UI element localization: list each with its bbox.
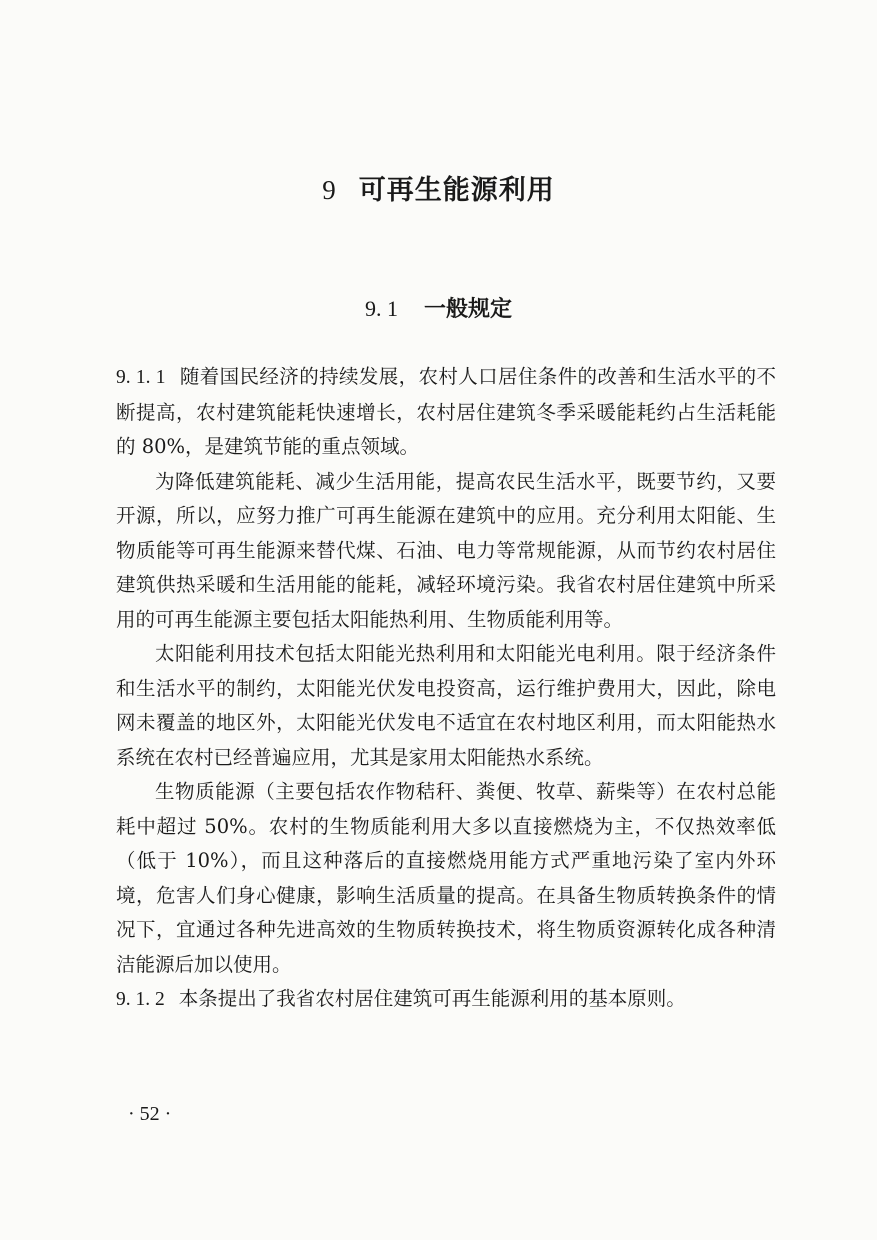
paragraph-text: 随着国民经济的持续发展，农村人口居住条件的改善和生活水平的不断提高，农村建筑能耗快速增长，农村居住建筑冬季采暖能耗约占生活耗能的 80%，是建筑节能的重点领域。 xyxy=(116,365,776,458)
clause-number: 9. 1. 2 xyxy=(116,989,165,1010)
section-title-text: 一般规定 xyxy=(423,297,512,322)
paragraph xyxy=(116,775,776,982)
paragraph-clause-9-1-1 xyxy=(116,360,776,465)
chapter-title-text: 可再生能源利用 xyxy=(358,175,555,206)
paragraph-text: 为降低建筑能耗、减少生活用能，提高农民生活水平，既要节约，又要开源，所以，应努力推广可再生能源在建筑中的应用。充分利用太阳能、生物质能等可再生能源来替代煤、石油、电力等常规能源，从而节约农村居住建筑供热采暖和生活用能的能耗，减轻环境污染。我省农村居住建筑中所采用的可再生能源主要包括太阳能热利用、生物质能利用等。 xyxy=(116,469,776,631)
paragraph-clause-9-1-2 xyxy=(116,982,776,1018)
paragraph xyxy=(116,465,776,638)
paragraph-text: 生物质能源（主要包括农作物秸秆、粪便、牧草、薪柴等）在农村总能耗中超过 50%。农村的生物质能利用大多以直接燃烧为主，不仅热效率低（低于 10%），而且这种落后的直接燃烧用能方式严重地污染了室内外环境，危害人们身心健康，影响生活质量的提高。在具备生物质转换条件的情况下，宜通过各种先进高效的生物质转换技术，将生物质资源转化成各种清洁能源后加以使用。 xyxy=(116,780,776,976)
section-number: 9. 1 xyxy=(364,296,398,321)
body-text xyxy=(116,360,776,1018)
paragraph xyxy=(116,637,776,775)
clause-number: 9. 1. 1 xyxy=(116,367,166,388)
paragraph-text: 太阳能利用技术包括太阳能光热利用和太阳能光电利用。限于经济条件和生活水平的制约，太阳能光伏发电投资高，运行维护费用大，因此，除电网未覆盖的地区外，太阳能光伏发电不适宜在农村地区利用，而太阳能热水系统在农村已经普遍应用，尤其是家用太阳能热水系统。 xyxy=(116,642,776,769)
chapter-number: 9 xyxy=(322,175,337,205)
paragraph-text: 本条提出了我省农村居住建筑可再生能源利用的基本原则。 xyxy=(178,987,686,1010)
chapter-title xyxy=(0,168,877,207)
section-title xyxy=(0,292,877,323)
page-number: · 52 · xyxy=(128,1103,172,1125)
